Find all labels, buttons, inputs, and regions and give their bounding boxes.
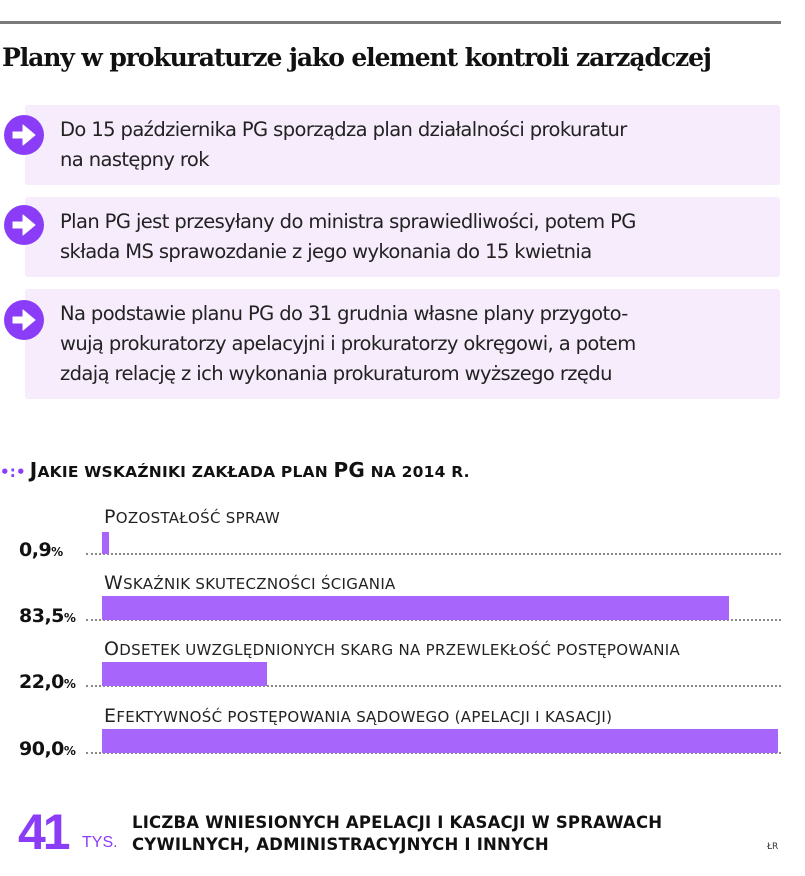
value-label: 22,0%: [19, 671, 76, 693]
chart-title-text: JAKIE WSKAŹNIKI ZAKŁADA PLAN PG NA 2014 R.: [29, 458, 470, 482]
arrow-right-circle-icon: [2, 113, 46, 157]
page-title: Plany w prokuraturze jako element kontroli zarządczej: [2, 43, 711, 72]
category-label: POZOSTAŁOŚĆ SPRAW: [104, 506, 280, 528]
chart-title: [0, 458, 470, 482]
value-label: 0,9%: [19, 539, 63, 561]
info-box-1-line: Do 15 października PG sporządza plan działalności prokuratur: [60, 118, 627, 141]
author-credit: ŁR: [767, 842, 779, 852]
category-label: WSKAŹNIK SKUTECZNOŚCI ŚCIGANIA: [104, 572, 396, 594]
arrow-right-circle-icon: [2, 203, 46, 247]
info-box-3: [25, 289, 780, 399]
info-box-1: [25, 105, 780, 185]
info-box-3-line: Na podstawie planu PG do 31 grudnia własne plany przygoto-: [60, 302, 628, 325]
value-label: 83,5%: [19, 605, 76, 627]
arrow-right-circle-icon: [2, 298, 46, 342]
top-divider: [0, 21, 781, 24]
info-box-1-line: na następny rok: [60, 148, 209, 171]
highlight-number: 41: [18, 804, 68, 860]
bar: [102, 662, 267, 686]
category-label: ODSETEK UWZGLĘDNIONYCH SKARG NA PRZEWLEKŁOŚĆ POSTĘPOWANIA: [104, 638, 681, 660]
bar: [102, 596, 729, 620]
bar: [102, 532, 109, 554]
info-box-3-line: wują prokuratorzy apelacyjni i prokuratorzy okręgowi, a potem: [60, 332, 636, 355]
value-label: 90,0%: [19, 738, 76, 760]
category-label: EFEKTYWNOŚĆ POSTĘPOWANIA SĄDOWEGO (APELACJI I KASACJI): [104, 705, 613, 727]
bar: [102, 729, 778, 753]
info-box-2-line: składa MS sprawozdanie z jego wykonania do 15 kwietnia: [60, 240, 592, 263]
highlight-unit: TYS.: [82, 834, 118, 851]
highlight-description: [132, 812, 662, 856]
info-box-2-line: Plan PG jest przesyłany do ministra sprawiedliwości, potem PG: [60, 210, 636, 233]
bullet-dots-icon: •:•: [0, 463, 26, 481]
dotted-baseline: [86, 553, 781, 555]
info-box-3-line: zdają relację z ich wykonania prokuraturom wyższego rzędu: [60, 362, 612, 385]
highlight-line: LICZBA WNIESIONYCH APELACJI I KASACJI W SPRAWACH: [132, 813, 663, 832]
info-box-2: [25, 197, 780, 277]
highlight-line: CYWILNYCH, ADMINISTRACYJNYCH I INNYCH: [132, 835, 549, 854]
